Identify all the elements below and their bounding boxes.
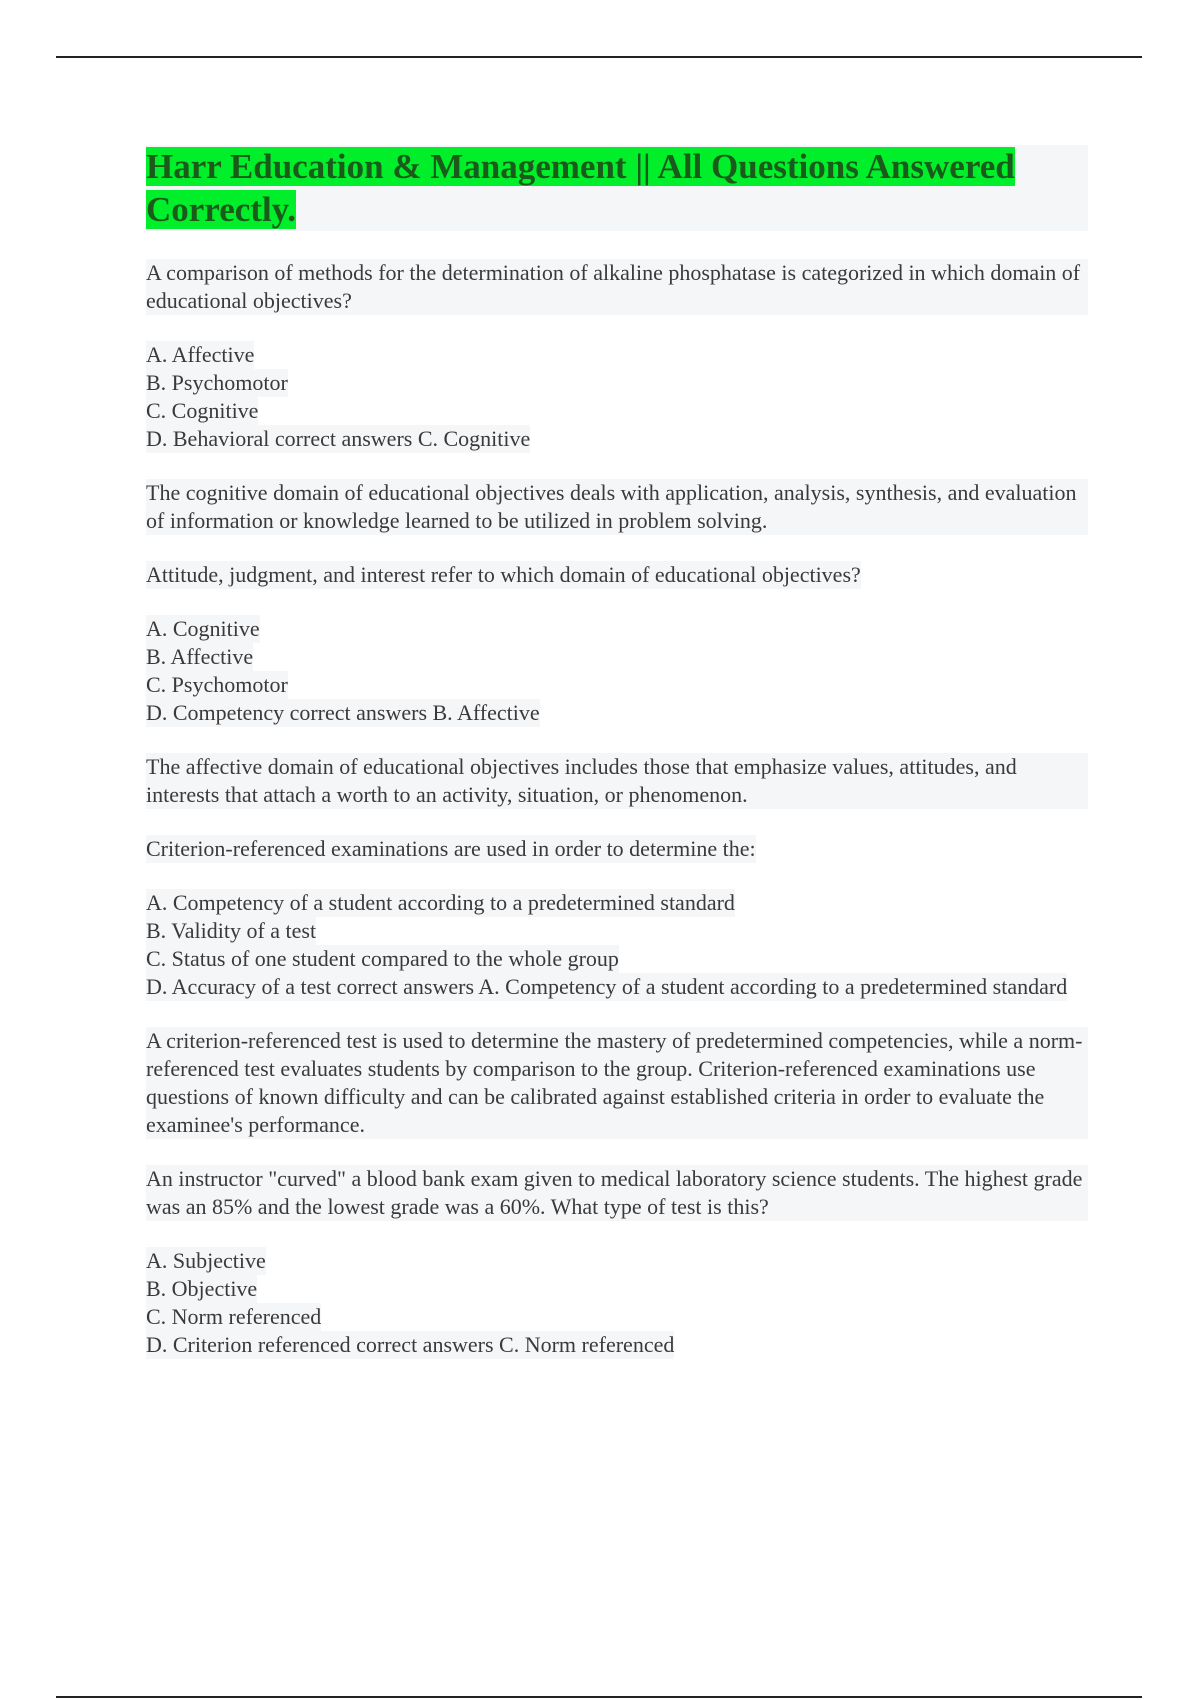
option-1d: D. Behavioral correct answers C. Cognitive [146,426,531,451]
question-4: An instructor "curved" a blood bank exam given to medical laboratory science students. The highest grade was an 85% and the lowest grade was a 60%. What type of test is this? [146,1165,1088,1221]
option-2d: D. Competency correct answers B. Affective [146,700,540,725]
option-4c: C. Norm referenced [146,1304,322,1329]
options-1 [146,341,1088,453]
bottom-rule [56,1696,1142,1698]
option-3a: A. Competency of a student according to a predetermined standard [146,890,735,915]
document-title: Harr Education & Management || All Questions Answered Correctly. [146,147,1015,229]
options-3 [146,889,1088,1001]
options-2 [146,615,1088,727]
option-1b: B. Psychomotor [146,370,288,395]
option-3b: B. Validity of a test [146,918,317,943]
option-3c: C. Status of one student compared to the whole group [146,946,619,971]
document-body [146,145,1088,1385]
explanation-3: A criterion-referenced test is used to determine the mastery of predetermined competencies, while a norm-referenced test evaluates students by comparison to the group. Criterion-referenced examinations use questions of known difficulty and can be calibrated against established criteria in order to evaluate the examinee's performance. [146,1027,1088,1139]
explanation-1: The cognitive domain of educational objectives deals with application, analysis, synthesis, and evaluation of information or knowledge learned to be utilized in problem solving. [146,479,1088,535]
question-1: A comparison of methods for the determination of alkaline phosphatase is categorized in which domain of educational objectives? [146,259,1088,315]
option-2a: A. Cognitive [146,616,260,641]
option-2b: B. Affective [146,644,254,669]
explanation-2: The affective domain of educational objectives includes those that emphasize values, attitudes, and interests that attach a worth to an activity, situation, or phenomenon. [146,753,1088,809]
option-4a: A. Subjective [146,1248,266,1273]
title-block [146,145,1088,231]
option-1a: A. Affective [146,342,255,367]
question-2: Attitude, judgment, and interest refer to which domain of educational objectives? [146,562,861,587]
option-1c: C. Cognitive [146,398,259,423]
option-3d: D. Accuracy of a test correct answers A. Competency of a student according to a predetermined standard [146,974,1068,999]
top-rule [56,56,1142,58]
option-4d: D. Criterion referenced correct answers C. Norm referenced [146,1332,675,1357]
options-4 [146,1247,1088,1359]
option-2c: C. Psychomotor [146,672,288,697]
question-3: Criterion-referenced examinations are used in order to determine the: [146,836,756,861]
option-4b: B. Objective [146,1276,258,1301]
